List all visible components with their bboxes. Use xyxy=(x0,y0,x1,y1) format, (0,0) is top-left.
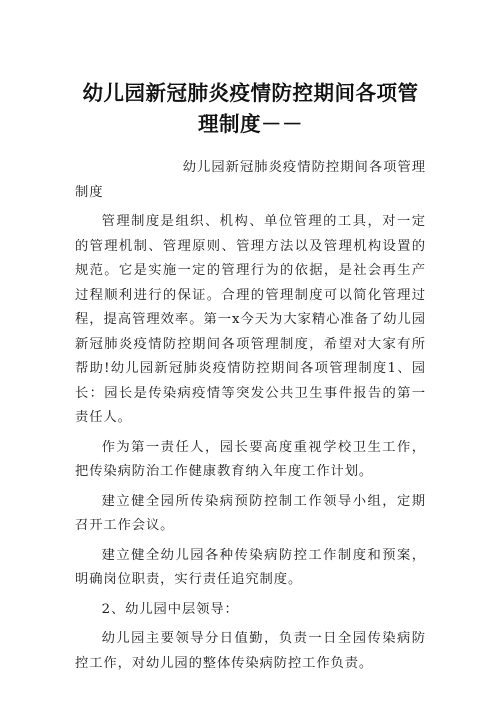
paragraph-rules: 建立健全幼儿园各种传染病防控工作制度和预案，明确岗位职责，实行责任追究制度。 xyxy=(75,547,426,587)
paragraph-section-heading: 2、幼儿园中层领导： xyxy=(101,601,239,617)
paragraph-responsibility: 作为第一责任人，园长要高度重视学校卫生工作，把传染病防治工作健康教育纳入年度工作计划。 xyxy=(75,439,426,479)
document-title: 幼儿园新冠肺炎疫情防控期间各项管理制度－－ xyxy=(82,81,419,136)
paragraph-leadership-group: 建立健全园所传染病预防控制工作领导小组，定期召开工作会议。 xyxy=(75,493,426,533)
paragraph-daily-duty: 幼儿园主要领导分日值勤，负责一日全园传染病防控工作，对幼儿园的整体传染病防控工作负责。 xyxy=(75,631,426,671)
paragraph-intro: 管理制度是组织、机构、单位管理的工具，对一定的管理机制、管理原则、管理方法以及管理机构设置的规范。它是实施一定的管理行为的依据，是社会再生产过程顺利进行的保证。合理的管理制度可以简化管理过程，提高管理效率。第一x今天为大家精心准备了幼儿园新冠肺炎疫情防控期间各项管理制度，希望对大家有所帮助!幼儿园新冠肺炎疫情防控期间各项管理制度1、园长：园长是传染病疫情等突发公共卫生事件报告的第一责任人。 xyxy=(75,214,426,425)
paragraph-subtitle: 幼儿园新冠肺炎疫情防控期间各项管理制度 xyxy=(75,160,426,200)
document-body xyxy=(75,156,426,676)
